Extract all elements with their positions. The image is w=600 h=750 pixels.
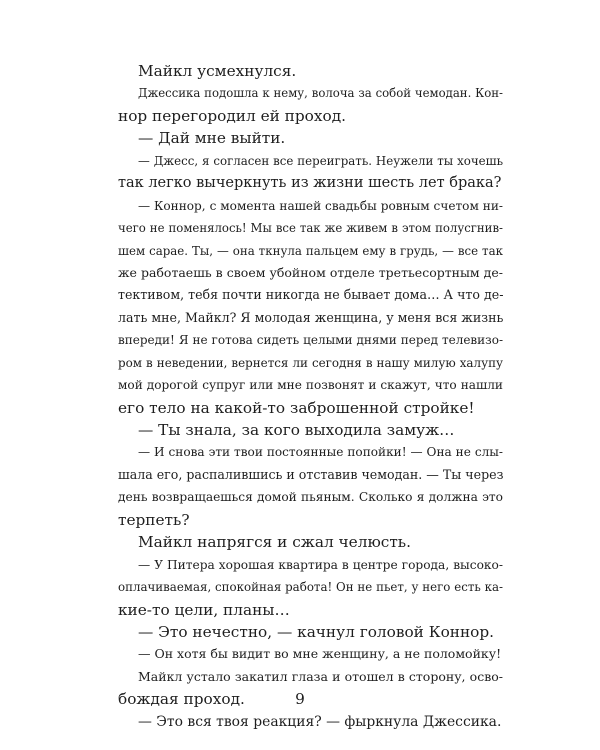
text-line: — Коннор, с момента нашей свадьбы ровным счетом ни- <box>138 198 503 213</box>
text-line: оплачиваемая, спокойная работа! Он не пьет, у него есть ка- <box>118 580 503 595</box>
text-line: шала его, распалившись и отставив чемодан. — Ты через <box>118 466 504 482</box>
body-text <box>118 60 503 733</box>
text-line: так легко вычеркнуть из жизни шесть лет брака? <box>118 175 502 192</box>
text-line: шем сарае. Ты, — она ткнула пальцем ему в грудь, — все так <box>118 243 503 258</box>
text-line: нор перегородил ей проход. <box>118 106 346 125</box>
text-line: тективом, тебя почти никогда не бывает дома… А что де- <box>118 287 504 303</box>
text-line: Майкл напрягся и сжал челюсть. <box>138 533 411 552</box>
text-line: терпеть? <box>118 510 190 529</box>
text-line: — Дай мне выйти. <box>138 129 286 148</box>
text-line: его тело на какой-то заброшенной стройке! <box>118 398 475 417</box>
text-line: — У Питера хорошая квартира в центре города, высоко- <box>138 557 503 572</box>
text-line: — Это нечестно, — качнул головой Коннор. <box>138 622 495 641</box>
text-line: впереди! Я не готова сидеть целыми днями перед телевизо- <box>118 333 503 348</box>
text-line: ром в неведении, вернется ли сегодня в нашу милую халупу <box>118 355 503 370</box>
text-line: чего не поменялось! Мы все так же живем в этом полусгнив- <box>118 221 503 236</box>
text-line: Джессика подошла к нему, волоча за собой чемодан. Кон- <box>138 86 503 101</box>
text-line: бождая проход. <box>118 690 245 709</box>
text-line: же работаешь в своем убойном отделе третьесортным де- <box>118 264 503 280</box>
text-line: — Это вся твоя реакция? — фыркнула Джессика. <box>138 713 502 730</box>
text-line: мой дорогой супруг или мне позвонят и скажут, что нашли <box>118 378 503 393</box>
text-line: — Джесс, я согласен все переиграть. Неужели ты хочешь <box>138 153 503 168</box>
page-number: 9 <box>295 690 305 708</box>
text-line: Майкл устало закатил глаза и отошел в сторону, осво- <box>138 668 503 684</box>
text-line: лать мне, Майкл? Я молодая женщина, у меня вся жизнь <box>118 309 504 325</box>
text-line: день возвращаешься домой пьяным. Сколько я должна это <box>118 490 503 505</box>
text-line: — Он хотя бы видит во мне женщину, а не поломойку! <box>138 646 502 662</box>
text-line: кие-то цели, планы… <box>118 600 290 619</box>
text-line: Майкл усмехнулся. <box>138 62 297 80</box>
text-line: — И снова эти твои постоянные попойки! — Она не слы- <box>138 445 503 460</box>
text-line: — Ты знала, за кого выходила замуж… <box>138 421 455 439</box>
